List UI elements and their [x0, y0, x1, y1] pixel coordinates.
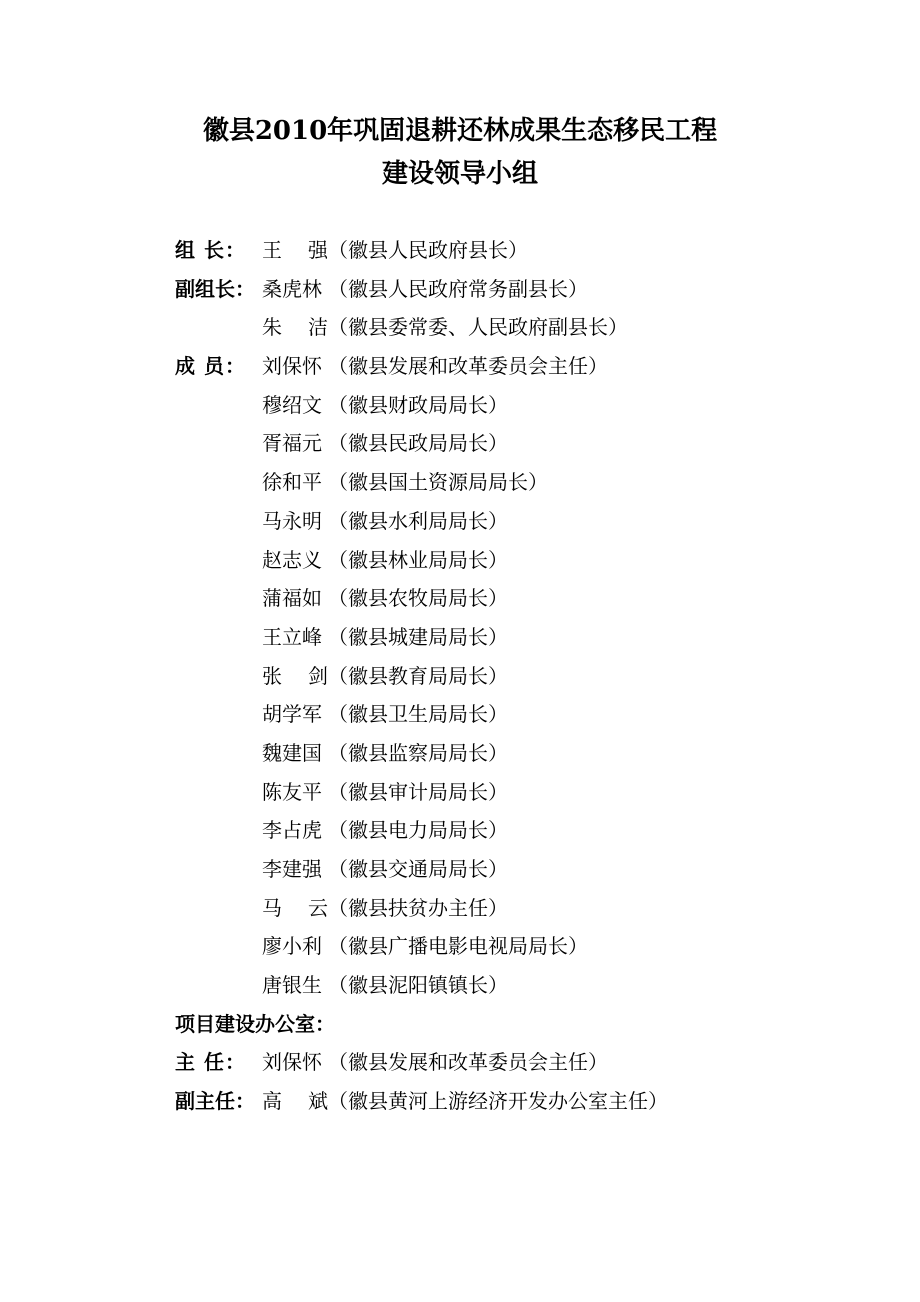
member-title: （徽县委常委、人民政府副县长）	[328, 315, 628, 340]
member-row	[175, 347, 875, 386]
role-label: 副组长：	[175, 276, 255, 301]
member-name: 廖小利	[262, 934, 322, 959]
member-name: 蒲福如	[262, 586, 322, 611]
member-name: 张 剑	[262, 663, 328, 688]
role-label: 主 任：	[175, 1050, 245, 1075]
member-title: （徽县城建局局长）	[328, 624, 508, 649]
member-title: （徽县发展和改革委员会主任）	[328, 354, 608, 379]
member-title: （徽县农牧局局长）	[328, 586, 508, 611]
member-row	[175, 773, 875, 812]
member-list	[175, 231, 875, 1121]
member-name: 赵志义	[262, 547, 322, 572]
member-row	[175, 579, 875, 618]
member-row	[175, 811, 875, 850]
member-row	[175, 657, 875, 696]
member-name: 胥福元	[262, 431, 322, 456]
member-name: 唐银生	[262, 973, 322, 998]
member-row	[175, 386, 875, 425]
member-name: 王立峰	[262, 624, 322, 649]
member-name: 徐和平	[262, 470, 322, 495]
member-title: （徽县审计局局长）	[328, 779, 508, 804]
member-name: 王 强	[262, 238, 328, 262]
office-heading-row	[175, 1005, 875, 1044]
member-row	[175, 966, 875, 1005]
member-title: （徽县民政局局长）	[328, 431, 508, 456]
member-row	[175, 850, 875, 889]
member-title: （徽县人民政府常务副县长）	[328, 276, 588, 301]
member-name: 陈友平	[262, 779, 322, 804]
member-name: 马 云	[262, 895, 328, 920]
office-heading: 项目建设办公室：	[175, 1011, 335, 1036]
member-row	[175, 308, 875, 347]
member-title: （徽县广播电影电视局局长）	[328, 934, 588, 959]
member-title: （徽县泥阳镇镇长）	[328, 973, 508, 998]
member-title: （徽县人民政府县长）	[328, 238, 528, 262]
member-title: （徽县国土资源局局长）	[328, 470, 548, 495]
member-title: （徽县卫生局局长）	[328, 702, 508, 727]
member-title: （徽县交通局局长）	[328, 857, 508, 881]
role-label: 副主任：	[175, 1089, 255, 1114]
member-name: 马永明	[262, 508, 322, 533]
member-title: （徽县监察局局长）	[328, 740, 508, 765]
member-title: （徽县教育局局长）	[328, 663, 508, 688]
member-title: （徽县扶贫办主任）	[328, 895, 508, 920]
member-name: 魏建国	[262, 740, 322, 765]
member-row	[175, 927, 875, 966]
member-title: （徽县林业局局长）	[328, 547, 508, 572]
office-member-row	[175, 1082, 875, 1121]
member-name: 刘保怀	[262, 354, 322, 379]
role-label: 成 员：	[175, 354, 245, 379]
document-title-line-1: 徽县2010年巩固退耕还林成果生态移民工程	[202, 116, 718, 146]
member-title: （徽县黄河上游经济开发办公室主任）	[328, 1089, 668, 1114]
member-title: （徽县电力局局长）	[328, 818, 508, 843]
member-title: （徽县水利局局长）	[328, 508, 508, 533]
document-title-line-2: 建设领导小组	[381, 159, 538, 189]
member-row	[175, 618, 875, 657]
member-row	[175, 231, 875, 270]
member-name: 李占虎	[262, 818, 322, 843]
member-name: 桑虎林	[262, 276, 322, 301]
member-name: 高 斌	[262, 1089, 328, 1114]
member-row	[175, 424, 875, 463]
member-name: 刘保怀	[262, 1050, 322, 1075]
member-row	[175, 889, 875, 928]
office-member-row	[175, 1043, 875, 1082]
role-label: 组 长：	[175, 238, 245, 262]
member-row	[175, 695, 875, 734]
member-row	[175, 541, 875, 580]
member-row	[175, 734, 875, 773]
member-name: 穆绍文	[262, 392, 322, 417]
member-name: 朱 洁	[262, 315, 328, 340]
member-title: （徽县财政局局长）	[328, 392, 508, 417]
member-row	[175, 270, 875, 309]
member-row	[175, 502, 875, 541]
member-title: （徽县发展和改革委员会主任）	[328, 1050, 608, 1075]
member-row	[175, 463, 875, 502]
member-name: 胡学军	[262, 702, 322, 727]
member-name: 李建强	[262, 857, 322, 881]
